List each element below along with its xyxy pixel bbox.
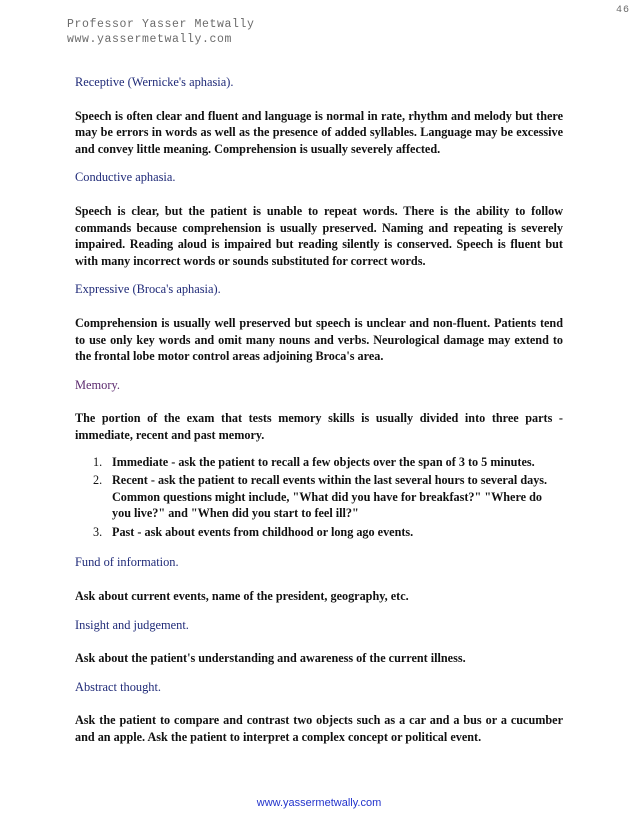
list-item bbox=[93, 454, 563, 471]
paragraph-receptive-aphasia: Speech is often clear and fluent and language is normal in rate, rhythm and melody but there may be errors in words as well as the presence of added syllables. Language may be excessive and convey little meaning. Comprehension is usually severely affected. bbox=[75, 108, 563, 156]
paragraph-abstract-thought: Ask the patient to compare and contrast two objects such as a car and a bus or a cucumber and an apple. Ask the patient to interpret a complex concept or political event. bbox=[75, 713, 563, 745]
list-item-text: Past - ask about events from childhood or long ago events. bbox=[112, 524, 414, 539]
heading-expressive-aphasia: Expressive (Broca's aphasia). bbox=[75, 282, 221, 297]
list-item bbox=[93, 524, 563, 541]
heading-fund-of-information: Fund of information. bbox=[75, 555, 179, 570]
list-item bbox=[93, 472, 563, 522]
paragraph-conductive-aphasia: Speech is clear, but the patient is unable to repeat words. There is the ability to follow commands because comprehension is usually preserved. Naming and repeating is severely impaired. Reading aloud is impaired but reading silently is conserved. Speech is fluent but with many incorrect words or sounds substituted for correct words. bbox=[75, 203, 563, 268]
heading-insight-judgement: Insight and judgement. bbox=[75, 617, 189, 632]
paragraph-insight-judgement: Ask about the patient's understanding and awareness of the current illness. bbox=[75, 651, 466, 666]
heading-receptive-aphasia: Receptive (Wernicke's aphasia). bbox=[75, 75, 234, 89]
heading-conductive-aphasia: Conductive aphasia. bbox=[75, 170, 176, 185]
list-item-number: 3. bbox=[93, 524, 103, 539]
header-author: Professor Yasser Metwally bbox=[67, 18, 255, 31]
list-item-number: 1. bbox=[93, 454, 103, 469]
footer-link[interactable]: www.yassermetwally.com bbox=[256, 797, 382, 809]
list-item-text: Recent - ask the patient to recall events within the last several hours to several days. Common questions might include, "What did you have for breakfast?" "Where do you live?" and "When did you start to feel ill?" bbox=[112, 473, 548, 521]
paragraph-memory: The portion of the exam that tests memory skills is usually divided into three parts - immediate, recent and past memory. bbox=[75, 411, 563, 442]
memory-list bbox=[75, 454, 563, 541]
list-item-text: Immediate - ask the patient to recall a few objects over the span of 3 to 5 minutes. bbox=[112, 454, 535, 469]
document-body bbox=[75, 74, 563, 746]
page-header bbox=[67, 17, 255, 47]
paragraph-fund-of-information: Ask about current events, name of the president, geography, etc. bbox=[75, 589, 409, 604]
list-item-number: 2. bbox=[93, 473, 103, 488]
heading-abstract-thought: Abstract thought. bbox=[75, 679, 162, 694]
header-website: www.yassermetwally.com bbox=[67, 33, 233, 46]
page-number: 46 bbox=[615, 5, 630, 16]
paragraph-expressive-aphasia: Comprehension is usually well preserved but speech is unclear and non-fluent. Patients tend to use only key words and omit many nouns and verbs. Neurological damage may extend to the frontal lobe motor control areas adjoining Broca's area. bbox=[75, 315, 563, 364]
heading-memory: Memory. bbox=[75, 377, 120, 392]
